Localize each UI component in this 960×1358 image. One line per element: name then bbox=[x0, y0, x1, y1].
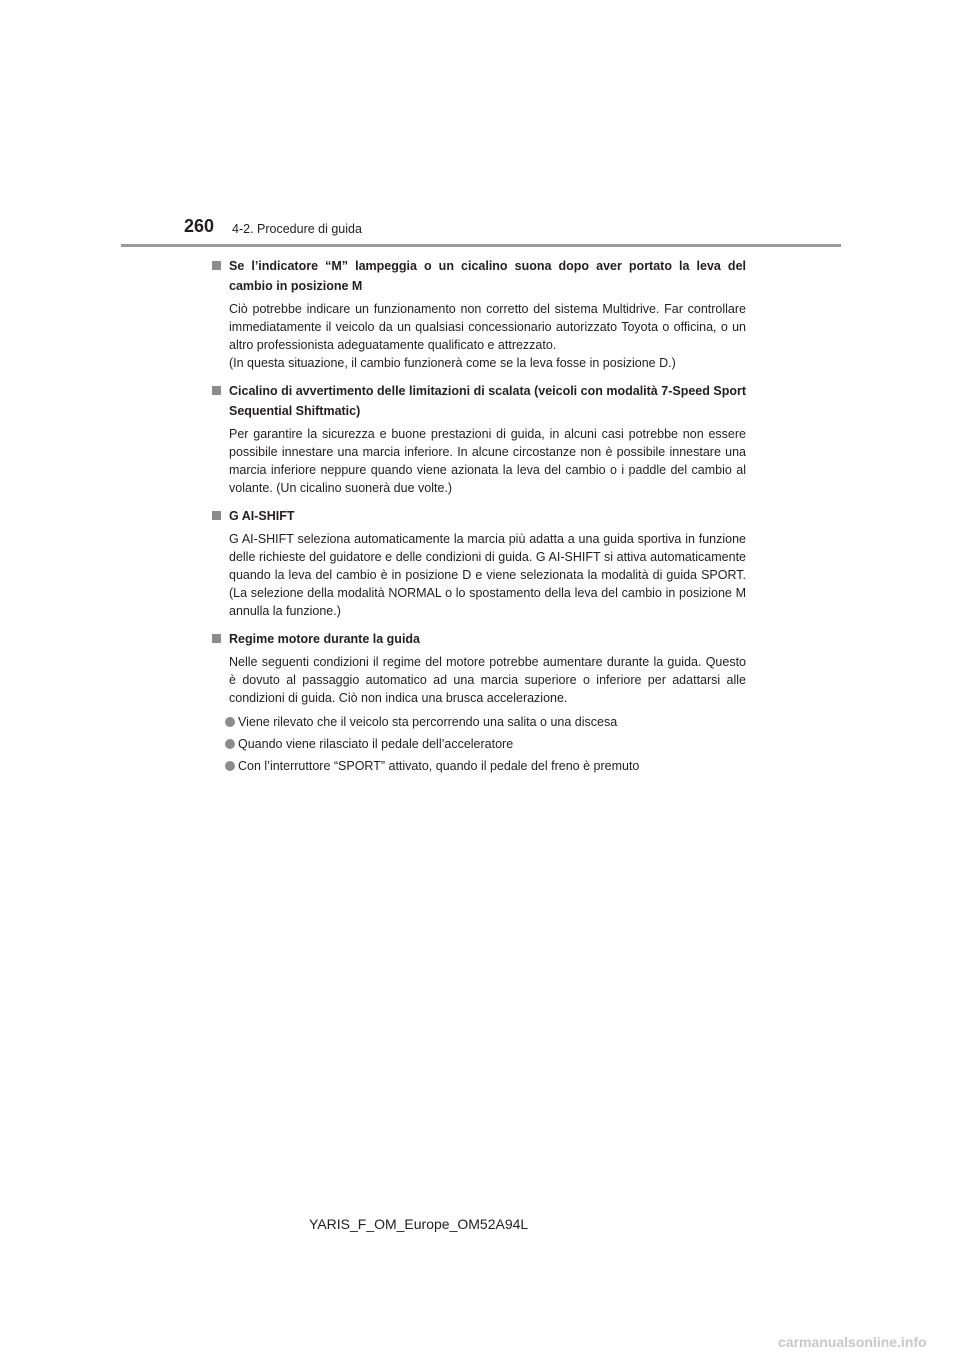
item-paragraph: Per garantire la sicurezza e buone prestazioni di guida, in alcuni casi potrebbe non essere possibile innestare una marcia inferiore. In alcune circostanze non è possibile innestare una marcia inferiore neppure quando viene azionata la leva del cambio o i paddle del cambio al volante. (Un cicalino suonerà due volte.) bbox=[229, 427, 746, 495]
square-bullet-icon bbox=[212, 261, 221, 270]
list-item bbox=[212, 757, 746, 775]
item-paragraph: Nelle seguenti condizioni il regime del motore potrebbe aumentare durante la guida. Questo è dovuto al passaggio automatico ad una marcia superiore o inferiore per adattarsi alle condizioni di guida. Ciò non indica una brusca accelerazione. bbox=[229, 655, 746, 705]
bullet-list bbox=[212, 713, 746, 775]
circle-bullet-icon bbox=[225, 739, 235, 749]
circle-bullet-icon bbox=[225, 717, 235, 727]
item-heading-text: Cicalino di avvertimento delle limitazioni di scalata (veicoli con modalità 7-Speed Sport Sequential Shiftmatic) bbox=[229, 384, 746, 418]
section-item-m-indicator bbox=[212, 256, 746, 372]
item-heading-text: G AI-SHIFT bbox=[229, 509, 295, 523]
item-heading bbox=[212, 506, 746, 526]
header-divider bbox=[121, 244, 841, 247]
watermark: carmanualsonline.info bbox=[778, 1334, 927, 1350]
list-item-text: Viene rilevato che il veicolo sta percorrendo una salita o una discesa bbox=[238, 715, 618, 729]
section-title: 4-2. Procedure di guida bbox=[232, 222, 362, 236]
item-paragraph: (In questa situazione, il cambio funzionerà come se la leva fosse in posizione D.) bbox=[229, 356, 676, 370]
circle-bullet-icon bbox=[225, 761, 235, 771]
page-number: 260 bbox=[184, 216, 215, 236]
section-item-downshift-buzzer bbox=[212, 381, 746, 497]
document-code: YARIS_F_OM_Europe_OM52A94L bbox=[309, 1216, 529, 1232]
item-paragraph: Ciò potrebbe indicare un funzionamento non corretto del sistema Multidrive. Far controllare immediatamente il veicolo da un qualsiasi concessionario autorizzato Toyota o officina, o un altro professionista adeguatamente qualificato e attrezzato. bbox=[229, 302, 746, 352]
item-heading-text: Se l’indicatore “M” lampeggia o un cicalino suona dopo aver portato la leva del cambio in posizione M bbox=[229, 259, 746, 293]
list-item-text: Con l’interruttore “SPORT” attivato, quando il pedale del freno è premuto bbox=[238, 759, 640, 773]
item-heading-text: Regime motore durante la guida bbox=[229, 632, 421, 646]
list-item-text: Quando viene rilasciato il pedale dell’acceleratore bbox=[238, 737, 514, 751]
item-heading bbox=[212, 629, 746, 649]
page-content bbox=[212, 256, 746, 784]
item-heading bbox=[212, 256, 746, 296]
item-paragraph: G AI-SHIFT seleziona automaticamente la marcia più adatta a una guida sportiva in funzione delle richieste del guidatore e delle condizioni di guida. G AI-SHIFT si attiva automaticamente quando la leva del cambio è in posizione D e viene selezionata la modalità di guida SPORT. (La selezione della modalità NORMAL o lo spostamento della leva del cambio in posizione M annulla la funzione.) bbox=[229, 532, 746, 618]
square-bullet-icon bbox=[212, 386, 221, 395]
square-bullet-icon bbox=[212, 634, 221, 643]
item-heading bbox=[212, 381, 746, 421]
section-item-engine-speed bbox=[212, 629, 746, 775]
list-item bbox=[212, 713, 746, 731]
list-item bbox=[212, 735, 746, 753]
square-bullet-icon bbox=[212, 511, 221, 520]
section-item-g-ai-shift bbox=[212, 506, 746, 620]
